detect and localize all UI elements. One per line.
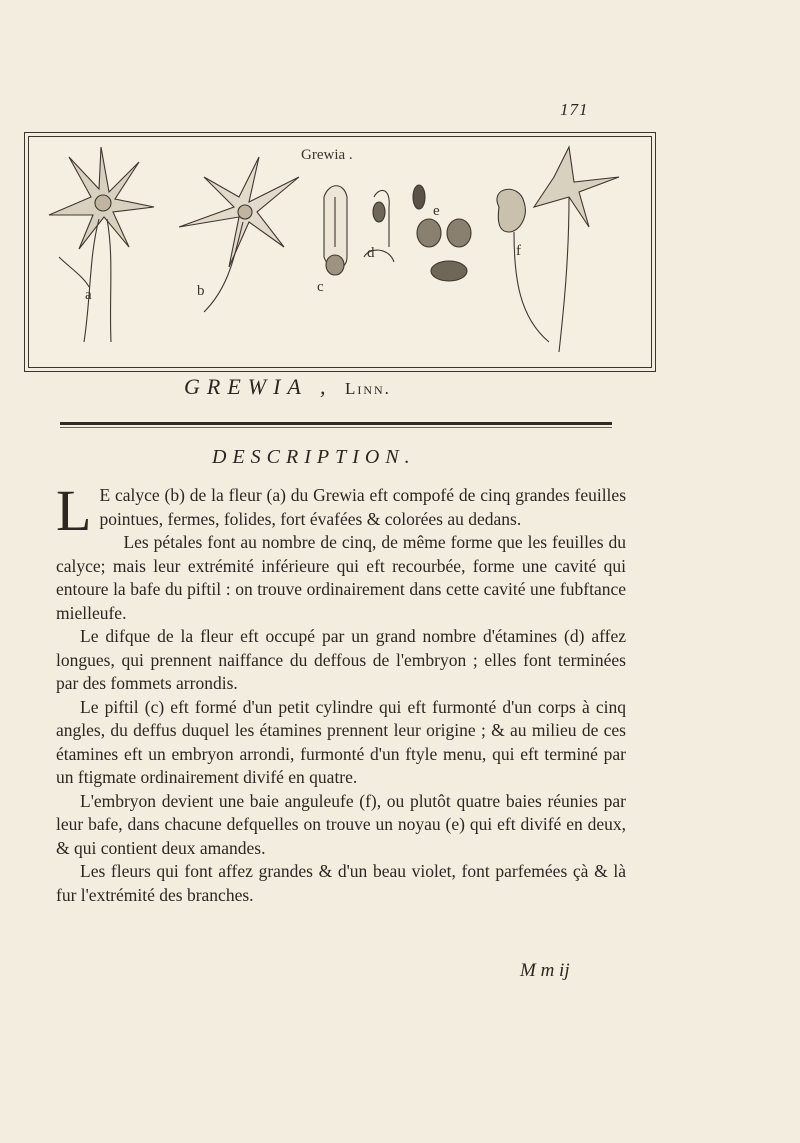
section-title: DESCRIPTION.: [212, 446, 416, 468]
description-text: [56, 478, 626, 907]
paragraph-3: Le difque de la fleur eft occupé par un grand nombre d'étamines (d) affez longues, qui prennent naiffance du deffous de l'embryon ; elles font terminées par des fommets arrondis.: [56, 626, 626, 693]
drop-cap: L: [56, 478, 92, 543]
paragraph-4: Le piftil (c) eft formé d'un petit cylindre qui eft furmonté d'un corps à cinq angles, du deffus duquel les étamines prennent leur origine ; & au milieu de ces étamines eft un embryon arrondi, furmonté d'un ftyle menu, qui eft terminé par un ftigmate ordinairement divifé en quatre.: [56, 696, 626, 787]
label-a: a: [85, 287, 92, 303]
botanical-plate: [28, 136, 652, 368]
paragraph-2: Les pétales font au nombre de cinq, de même forme que les feuilles du calyce; mais leur extrémité inférieure qui eft recourbée, forme une cavité qui entoure la bafe du piftil : on trouve ordinairement dans cette cavité une fubftance mielleufe.: [56, 532, 626, 623]
divider-rule: [60, 422, 612, 425]
plate-illustration: [29, 137, 651, 367]
label-e: e: [433, 203, 440, 219]
paragraph-6: Les fleurs qui font affez grandes & d'un beau violet, font parfemées çà & là fur l'extrémité des branches.: [56, 861, 626, 905]
genus-name: GREWIA ,: [184, 374, 333, 399]
signature-mark: M m ij: [520, 960, 570, 981]
pistil-c-drawing: [324, 186, 347, 275]
paragraph-1-text: E calyce (b) de la fleur (a) du Grewia eft compofé de cinq grandes feuilles pointues, fermes, folides, fort évafées & colorées au dedans.: [99, 485, 626, 529]
page-number: 171: [560, 100, 589, 119]
plate-title: Grewia .: [301, 147, 353, 163]
genus-author: Linn.: [344, 379, 391, 398]
label-d: d: [367, 245, 375, 261]
label-c: c: [317, 279, 324, 295]
flower-a-drawing: [49, 147, 154, 342]
paragraph-1: [56, 478, 626, 543]
label-b: b: [197, 283, 205, 299]
genus-heading: [184, 374, 391, 400]
label-f: f: [516, 243, 521, 259]
paragraph-5: L'embryon devient une baie anguleufe (f), ou plutôt quatre baies réunies par leur bafe, dans chacune defquelles on trouve un noyau (e) qui eft divifé en deux, & qui contient deux amandes.: [56, 790, 626, 858]
seeds-e-drawing: [413, 185, 471, 281]
